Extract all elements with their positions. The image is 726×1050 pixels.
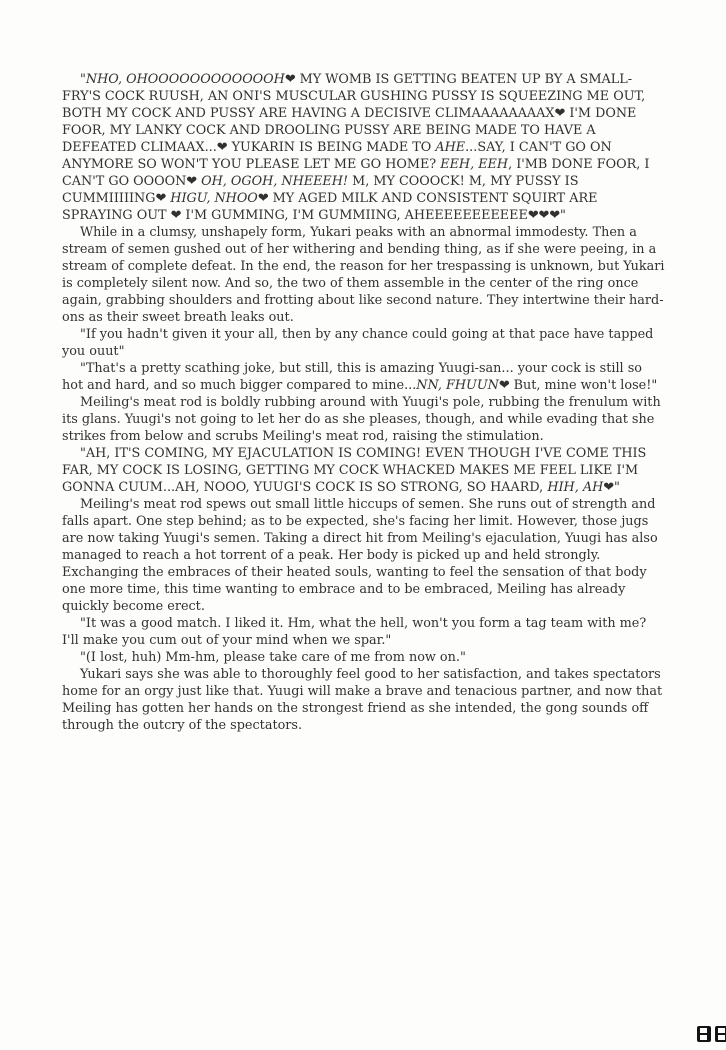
text-run: NHO, OHOOOOOOOOOOOOH	[85, 72, 285, 87]
text-run: "AH, IT'S COMING, MY EJACULATION IS COMING! EVEN THOUGH I'VE COME THIS FAR, MY COCK IS LOSING, GETTING MY COCK WHACKED MAKES ME FEEL LIKE I'M GONNA CUUM...AH, NOOO, YUUGI'S COCK IS SO STRONG, SO HAARD,	[62, 446, 647, 495]
text-run: Yukari says she was able to thoroughly feel good to her satisfaction, and takes spectators home for an orgy just like that. Yuugi will make a brave and tenacious partner, and now that Meiling has gotten her hands on the strongest friend as she intended, the gong sounds off through the outcry of the spectators.	[62, 667, 663, 733]
text-run: , I'MB DONE FOOR, I CAN'T GO OOOON❤	[62, 157, 650, 189]
text-run: While in a clumsy, unshapely form, Yukari peaks with an abnormal immodesty. Then a stream of semen gushed out of her withering and bending thing, as if she were peeing, in a stream of complete defeat. In the end, the reason for her trespassing is unknown, but Yukari is completely silent now. And so, the two of them assemble in the center of the ring once again, grabbing shoulders and frotting about like second nature. They intertwine their hard-ons as their sweet breath leaks out.	[62, 225, 665, 325]
text-run: ❤"	[603, 480, 620, 495]
dialogue-paragraph-meiling	[62, 360, 666, 394]
text-run: EEH, EEH	[440, 157, 509, 172]
page-mark-glyph	[697, 1026, 711, 1042]
page-number-mark	[697, 1026, 726, 1042]
dialogue-paragraph-yuugi	[62, 326, 666, 360]
dialogue-paragraph-yukari-climax	[62, 71, 666, 224]
narration-paragraph	[62, 394, 666, 445]
narration-paragraph	[62, 666, 666, 734]
text-block	[62, 71, 666, 734]
text-run: ❤ But, mine won't lose!"	[498, 378, 658, 393]
text-run: OH, OGOH, NHEEEH!	[201, 174, 349, 189]
narration-paragraph	[62, 224, 666, 326]
text-run: ❤ MY AGED MILK AND CONSISTENT SQUIRT ARE SPRAYING OUT ❤ I'M GUMMING, I'M GUMMIING, AHEEEEEEEEEEE❤❤❤"	[62, 191, 598, 223]
text-run: Meiling's meat rod is boldly rubbing around with Yuugi's pole, rubbing the frenulum with its glans. Yuugi's not going to let her do as she pleases, though, and while evading that she strikes from below and scrubs Meiling's meat rod, raising the stimulation.	[62, 395, 661, 444]
text-run: ❤ MY WOMB IS GETTING BEATEN UP BY A SMALL-FRY'S COCK RUUSH, AN ONI'S MUSCULAR GUSHING PUSSY IS SQUEEZING ME OUT, BOTH MY COCK AND PUSSY ARE HAVING A DECISIVE CLIMAAAAAAAAX❤ I'M DONE FOOR, MY LANKY COCK AND DROOLING PUSSY ARE BEING MADE TO HAVE A DEFEATED CLIMAAX...❤ YUKARIN IS BEING MADE TO	[62, 72, 646, 155]
text-run: "That's a pretty scathing joke, but still, this is amazing Yuugi-san... your cock is still so hot and hard, and so much bigger compared to mine...	[62, 361, 642, 393]
narration-paragraph	[62, 496, 666, 615]
dialogue-paragraph-meiling-climax	[62, 445, 666, 496]
text-run: ...SAY, I CAN'T GO ON ANYMORE SO WON'T YOU PLEASE LET ME GO HOME?	[62, 140, 612, 172]
text-run: "It was a good match. I liked it. Hm, what the hell, won't you form a tag team with me? I'll make you cum out of your mind when we spar."	[62, 616, 647, 648]
page-mark-glyph	[715, 1026, 726, 1042]
text-run: "(I lost, huh) Mm-hm, please take care of me from now on."	[80, 650, 466, 665]
text-run: "	[80, 72, 86, 87]
text-run: AHE	[435, 140, 466, 155]
text-run: HIH, AH	[547, 480, 604, 495]
text-run: M, MY COOOCK! M, MY PUSSY IS CUMMIIIIING❤	[62, 174, 579, 206]
text-run: Meiling's meat rod spews out small little hiccups of semen. She runs out of strength and falls apart. One step behind; as to be expected, she's facing her limit. However, those jugs are now taking Yuugi's semen. Taking a direct hit from Meiling's ejaculation, Yuugi has also managed to reach a hot torrent of a peak. Her body is picked up and held strongly. Exchanging the embraces of their heated souls, wanting to feel the sensation of that body one more time, this time wanting to embrace and to be embraced, Meiling has already quickly become erect.	[62, 497, 658, 614]
text-run: HIGU, NHOO	[170, 191, 258, 206]
dialogue-paragraph-yuugi	[62, 615, 666, 649]
text-run: "If you hadn't given it your all, then by any chance could going at that pace have tapped you ouut"	[62, 327, 654, 359]
dialogue-paragraph-meiling	[62, 649, 666, 666]
text-run: NN, FHUUN	[416, 378, 499, 393]
